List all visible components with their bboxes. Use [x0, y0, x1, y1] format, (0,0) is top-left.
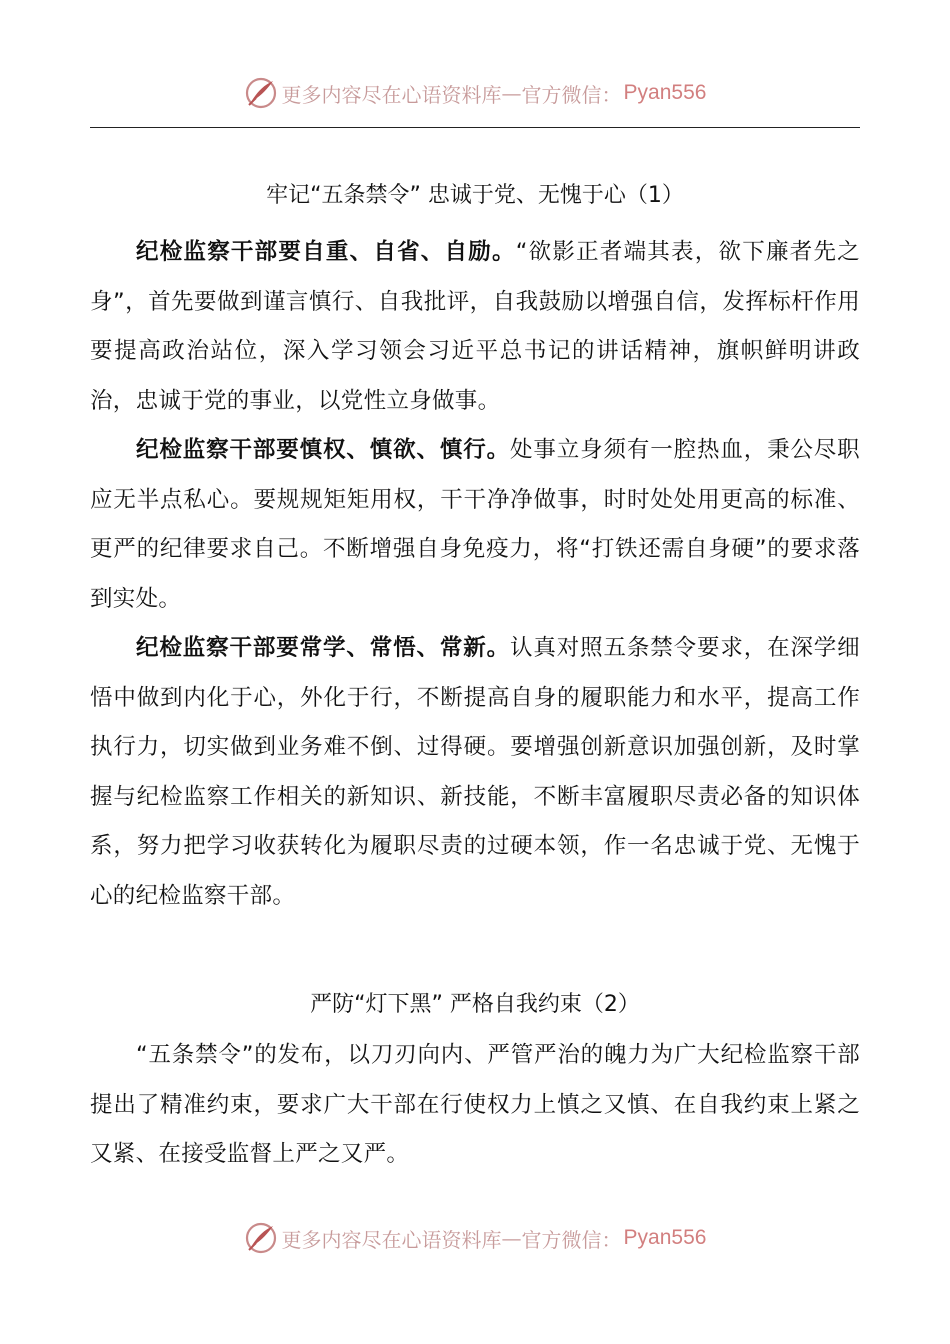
paragraph-text: “五条禁令”的发布，以刀刃向内、严管严治的魄力为广大纪检监察干部提出了精准约束，要求广大干部在行使权力上慎之又慎、在自我约束上紧之又紧、在接受监督上严之又严。	[90, 1042, 860, 1167]
banner-wechat-label: 官方微信：	[521, 82, 622, 107]
paragraph-lead: 纪检监察干部要自重、自省、自励。	[136, 239, 516, 265]
banner-text: 更多内容尽在心语资料库	[281, 82, 502, 107]
paragraph-text: “欲影正者端其表，欲下廉者先之身”，首先要做到谨言慎行、自我批评，自我鼓励以增强自信，发挥标杆作用要提高政治站位，深入学习领会习近平总书记的讲话精神，旗帜鲜明讲政治，忠诚于党的事业，以党性立身做事。	[90, 239, 860, 414]
footer-banner	[0, 1218, 950, 1258]
paragraph-lead: 纪检监察干部要常学、常悟、常新。	[136, 635, 510, 661]
paragraph-text: 处事立身须有一腔热血，秉公尽职应无半点私心。要规规矩矩用权，干干净净做事，时时处处用更高的标准、更严的纪律要求自己。不断增强自身免疫力，将“打铁还需自身硬”的要求落到实处。	[90, 437, 860, 612]
banner-separator: —	[501, 81, 522, 105]
quill-pen-logo-icon	[244, 1221, 278, 1255]
quill-pen-logo-icon	[244, 76, 278, 110]
paragraph-text: 认真对照五条禁令要求，在深学细悟中做到内化于心，外化于行，不断提高自身的履职能力和水平，提高工作执行力，切实做到业务难不倒、过得硬。要增强创新意识加强创新，及时掌握与纪检监察工作相关的新知识、新技能，不断丰富履职尽责必备的知识体系，努力把学习收获转化为履职尽责的过硬本领，作一名忠诚于党、无愧于心的纪检监察干部。	[90, 635, 860, 909]
paragraph	[90, 624, 860, 921]
section-title-1: 牢记“五条禁令” 忠诚于党、无愧于心（1）	[266, 183, 684, 208]
banner-wechat-id: Pyan556	[623, 81, 707, 104]
banner-wechat-id: Pyan556	[623, 1226, 707, 1249]
document-body	[90, 170, 860, 1180]
banner-text: 更多内容尽在心语资料库	[281, 1227, 502, 1252]
banner-separator: —	[501, 1226, 522, 1250]
paragraph-lead: 纪检监察干部要慎权、慎欲、慎行。	[136, 437, 510, 463]
banner-wechat-label: 官方微信：	[521, 1227, 622, 1252]
paragraph	[90, 228, 860, 426]
section-title-2: 严防“灯下黑” 严格自我约束（2）	[310, 992, 640, 1017]
paragraph	[90, 426, 860, 624]
paragraph	[90, 1031, 860, 1180]
header-divider	[90, 127, 860, 128]
header-banner	[0, 73, 950, 113]
